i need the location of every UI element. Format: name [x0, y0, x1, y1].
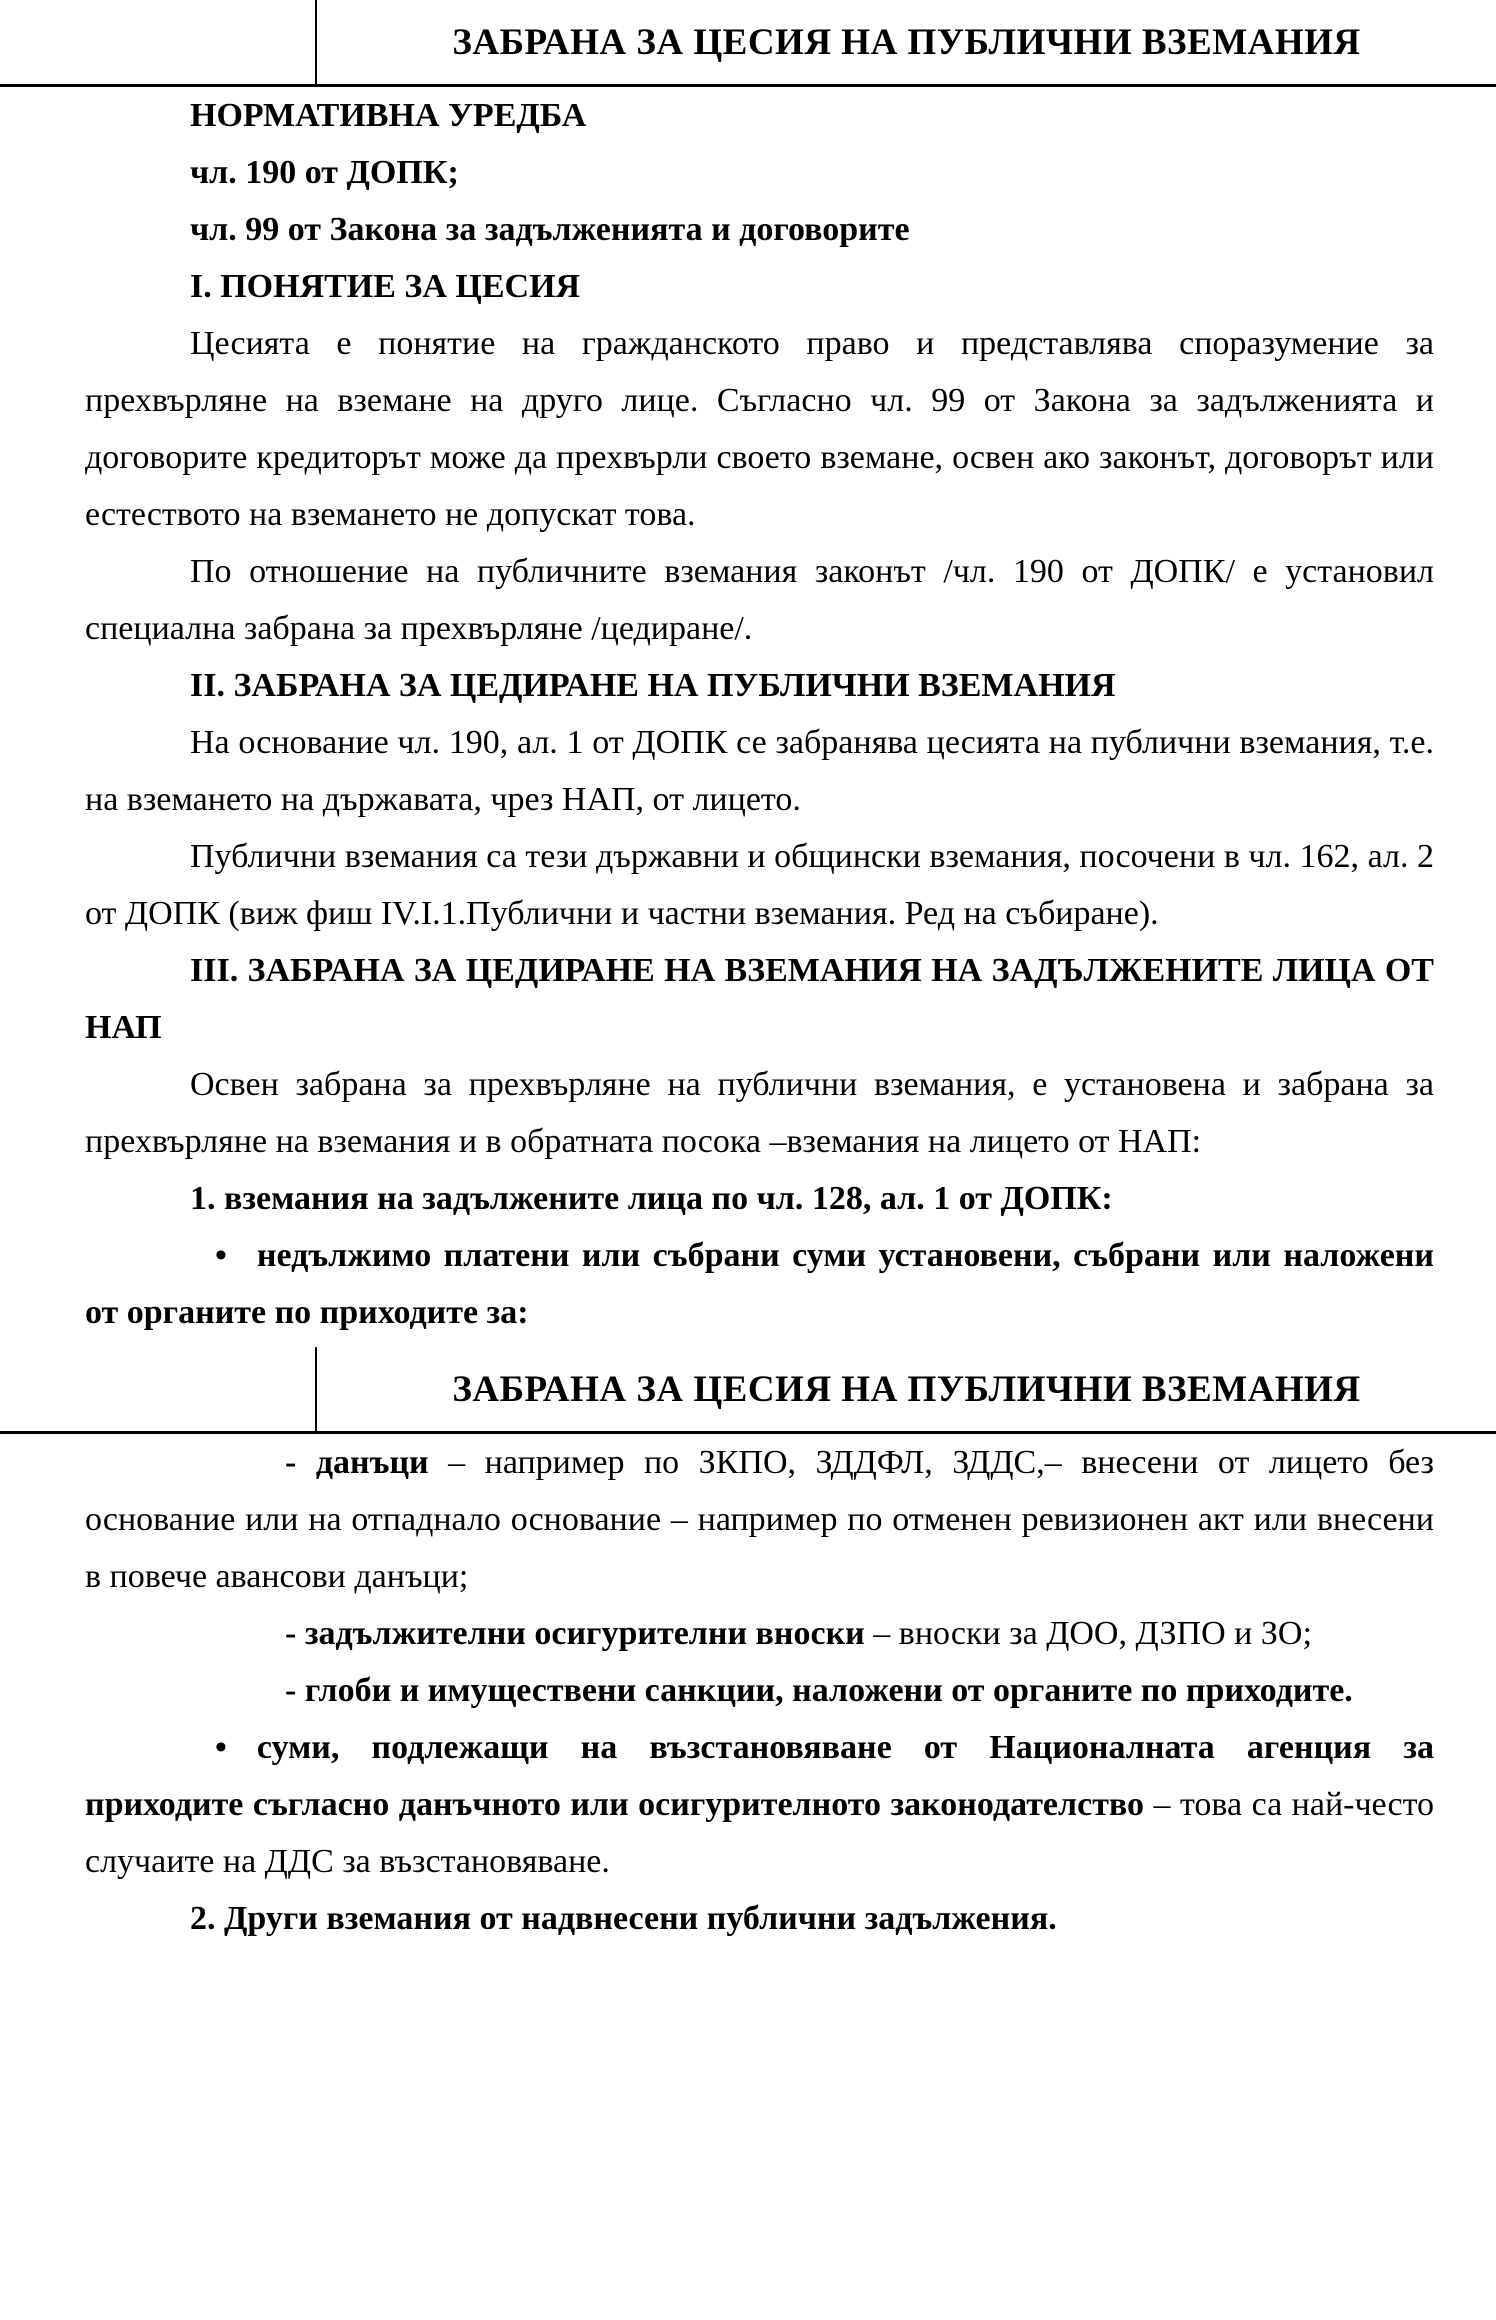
page-header-2 [0, 1347, 1496, 1434]
bullet-icon-2: • [215, 1729, 227, 1766]
section3-subitem-fines: - глоби и имуществени санкции, наложени от органите по приходите. [285, 1672, 1353, 1709]
section3-item-1: 1. вземания на задължените лица по чл. 128, ал. 1 от ДОПК: [190, 1180, 1113, 1217]
normative-line-1: чл. 190 от ДОПК; [190, 154, 459, 191]
section2-paragraph-1: На основание чл. 190, ал. 1 от ДОПК се забранява цесията на публични вземания, т.е. на вземането на държавата, чрез НАП, от лицето. [85, 724, 1434, 818]
document-body-part2 [85, 1434, 1434, 1947]
bullet-icon: • [215, 1237, 227, 1274]
subitem-insurance-text: – вноски за ДОО, ДЗПО и ЗО; [864, 1615, 1312, 1652]
section3-subitem-taxes [85, 1434, 1434, 1605]
page-header [0, 0, 1496, 87]
normative-heading: НОРМАТИВНА УРЕДБА [190, 97, 587, 134]
section3-bullet-2-bold: суми, подлежащи на възстановяване от Националната агенция за приходите съгласно данъчното или осигурителното законодателство [85, 1729, 1434, 1823]
normative-line-2: чл. 99 от Закона за задълженията и договорите [190, 211, 910, 248]
subitem-taxes-text: – например по ЗКПО, ЗДДФЛ, ЗДДС,– внесени от лицето без основание или на отпаднало основание – например по отменен ревизионен акт или внесени в повече авансови данъци; [85, 1444, 1434, 1595]
subitem-insurance-label: - задължителни осигурителни вноски [285, 1615, 865, 1652]
page-title-2: ЗАБРАНА ЗА ЦЕСИЯ НА ПУБЛИЧНИ ВЗЕМАНИЯ [452, 1368, 1361, 1410]
page-title: ЗАБРАНА ЗА ЦЕСИЯ НА ПУБЛИЧНИ ВЗЕМАНИЯ [452, 21, 1361, 63]
section2-heading: II. ЗАБРАНА ЗА ЦЕДИРАНЕ НА ПУБЛИЧНИ ВЗЕМАНИЯ [190, 667, 1116, 704]
section3-bullet-2-text: – това са най-често случаите на ДДС за възстановяване. [85, 1786, 1434, 1880]
section2-paragraph-2: Публични вземания са тези държавни и общински вземания, посочени в чл. 162, ал. 2 от ДОПК (виж фиш IV.I.1.Публични и частни вземания. Ред на събиране). [85, 838, 1434, 932]
section3-paragraph-1: Освен забрана за прехвърляне на публични вземания, е установена и забрана за прехвърляне на вземания и в обратната посока –вземания на лицето от НАП: [85, 1066, 1434, 1160]
section3-item-2: 2. Други вземания от надвнесени публични задължения. [190, 1900, 1057, 1937]
section3-bullet-2 [85, 1719, 1434, 1890]
section3-heading: III. ЗАБРАНА ЗА ЦЕДИРАНЕ НА ВЗЕМАНИЯ НА ЗАДЪЛЖЕНИТЕ ЛИЦА ОТ НАП [85, 952, 1434, 1046]
section1-heading: I. ПОНЯТИЕ ЗА ЦЕСИЯ [190, 268, 581, 305]
subitem-taxes-label: - данъци [285, 1444, 429, 1481]
section1-paragraph-2: По отношение на публичните вземания законът /чл. 190 от ДОПК/ е установил специална забрана за прехвърляне /цедиране/. [85, 553, 1434, 647]
section1-paragraph-1: Цесията е понятие на гражданското право и представлява споразумение за прехвърляне на вземане на друго лице. Съгласно чл. 99 от Закона за задълженията и договорите кредиторът може да прехвърли своето вземане, освен ако законът, договорът или естеството на вземането не допускат това. [85, 325, 1434, 533]
section3-subitem-insurance [85, 1605, 1434, 1662]
section3-bullet-1-text: недължимо платени или събрани суми установени, събрани или наложени от органите по приходите за: [85, 1237, 1434, 1331]
section3-bullet-1 [85, 1227, 1434, 1341]
document-body-part1 [85, 87, 1434, 1341]
